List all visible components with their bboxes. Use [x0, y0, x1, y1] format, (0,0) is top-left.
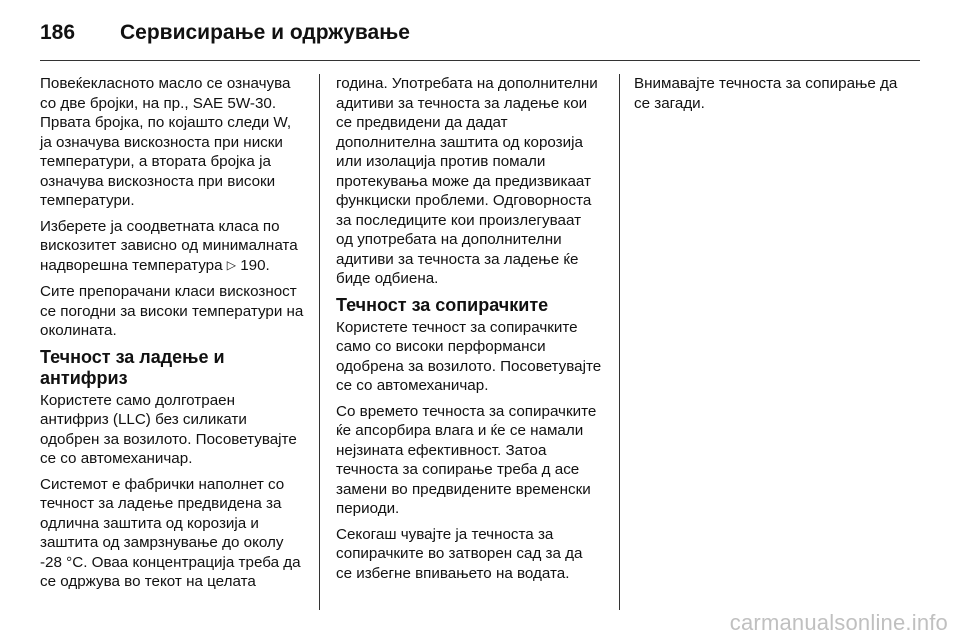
page-number: 186: [40, 21, 76, 44]
heading-coolant-antifreeze: Течност за ладење и антифриз: [40, 346, 225, 388]
paragraph-antifreeze-usage: Користете само долготраен антифриз (LLC) без силикати одобрен за возилото. Посоветувајте се со автомеханичар.: [40, 391, 297, 467]
paragraph-viscosity-text: Изберете ја соодветната класа по вискозитет зависно од минималната надворешна температура: [40, 217, 298, 274]
paragraph-recommended-classes: Сите препорачани класи вискозност се погодни за високи температури на околината.: [40, 283, 304, 339]
column-2: [336, 74, 602, 589]
column-divider-1: [319, 74, 320, 610]
page-title: Сервисирање и одржување: [120, 21, 410, 44]
watermark: carmanualsonline.info: [729, 610, 948, 635]
header-divider: [40, 60, 920, 61]
page-reference-link[interactable]: 190.: [236, 256, 270, 274]
paragraph-coolant-additives: година. Употребата на дополнителни адитиви за течноста за ладење кои се предвидени да дадат дополнителна заштита од корозија или изолација против помали протекувања може да предизвикаат функциски проблеми. Одговорноста за последиците кои произлегуваат од употребата на дополнителни адитиви за течноста за ладење ќе биде одбиена.: [336, 75, 598, 287]
paragraph-brake-fluid-usage: Користете течност за сопирачките само со високи перформанси одобрена за возилото. Посоветувајте се со автомеханичар.: [336, 318, 602, 394]
paragraph-brake-fluid-moisture: Со времето течноста за сопирачките ќе апсорбира влага и ќе се намали нејзината ефективност. Затоа течноста за сопирање треба д асе замени во предвидените временски периоди.: [336, 402, 597, 517]
paragraph-brake-fluid-contamination: Внимавајте течноста за сопирање да се загади.: [634, 75, 898, 112]
paragraph-multigrade-oil: Повеќекласното масло се означува со две бројки, на пр., SAE 5W-30. Првата бројка, по којашто следи W, ја означува вискозноста при ниски температури, а втората бројка ја означува вискозноста при високи температури.: [40, 75, 292, 209]
column-1: [40, 74, 306, 598]
column-3: [634, 74, 900, 119]
page-header: [40, 18, 920, 54]
heading-brake-fluid: Течност за сопирачките: [336, 294, 549, 315]
paragraph-coolant-system: Системот е фабрички наполнет со течност за ладење предвидена за одлична заштита од корозија и заштита од замрзнување до околу -28 °C. Оваа концентрација треба да се одржува во текот на целата: [40, 475, 301, 590]
paragraph-brake-fluid-storage: Секогаш чувајте ја течноста за сопирачките во затворен сад за да се избегне впивањето на водата.: [336, 525, 583, 582]
arrow-reference-icon: ▷: [226, 257, 236, 272]
paragraph-viscosity-class: [40, 217, 306, 277]
column-divider-2: [619, 74, 620, 610]
